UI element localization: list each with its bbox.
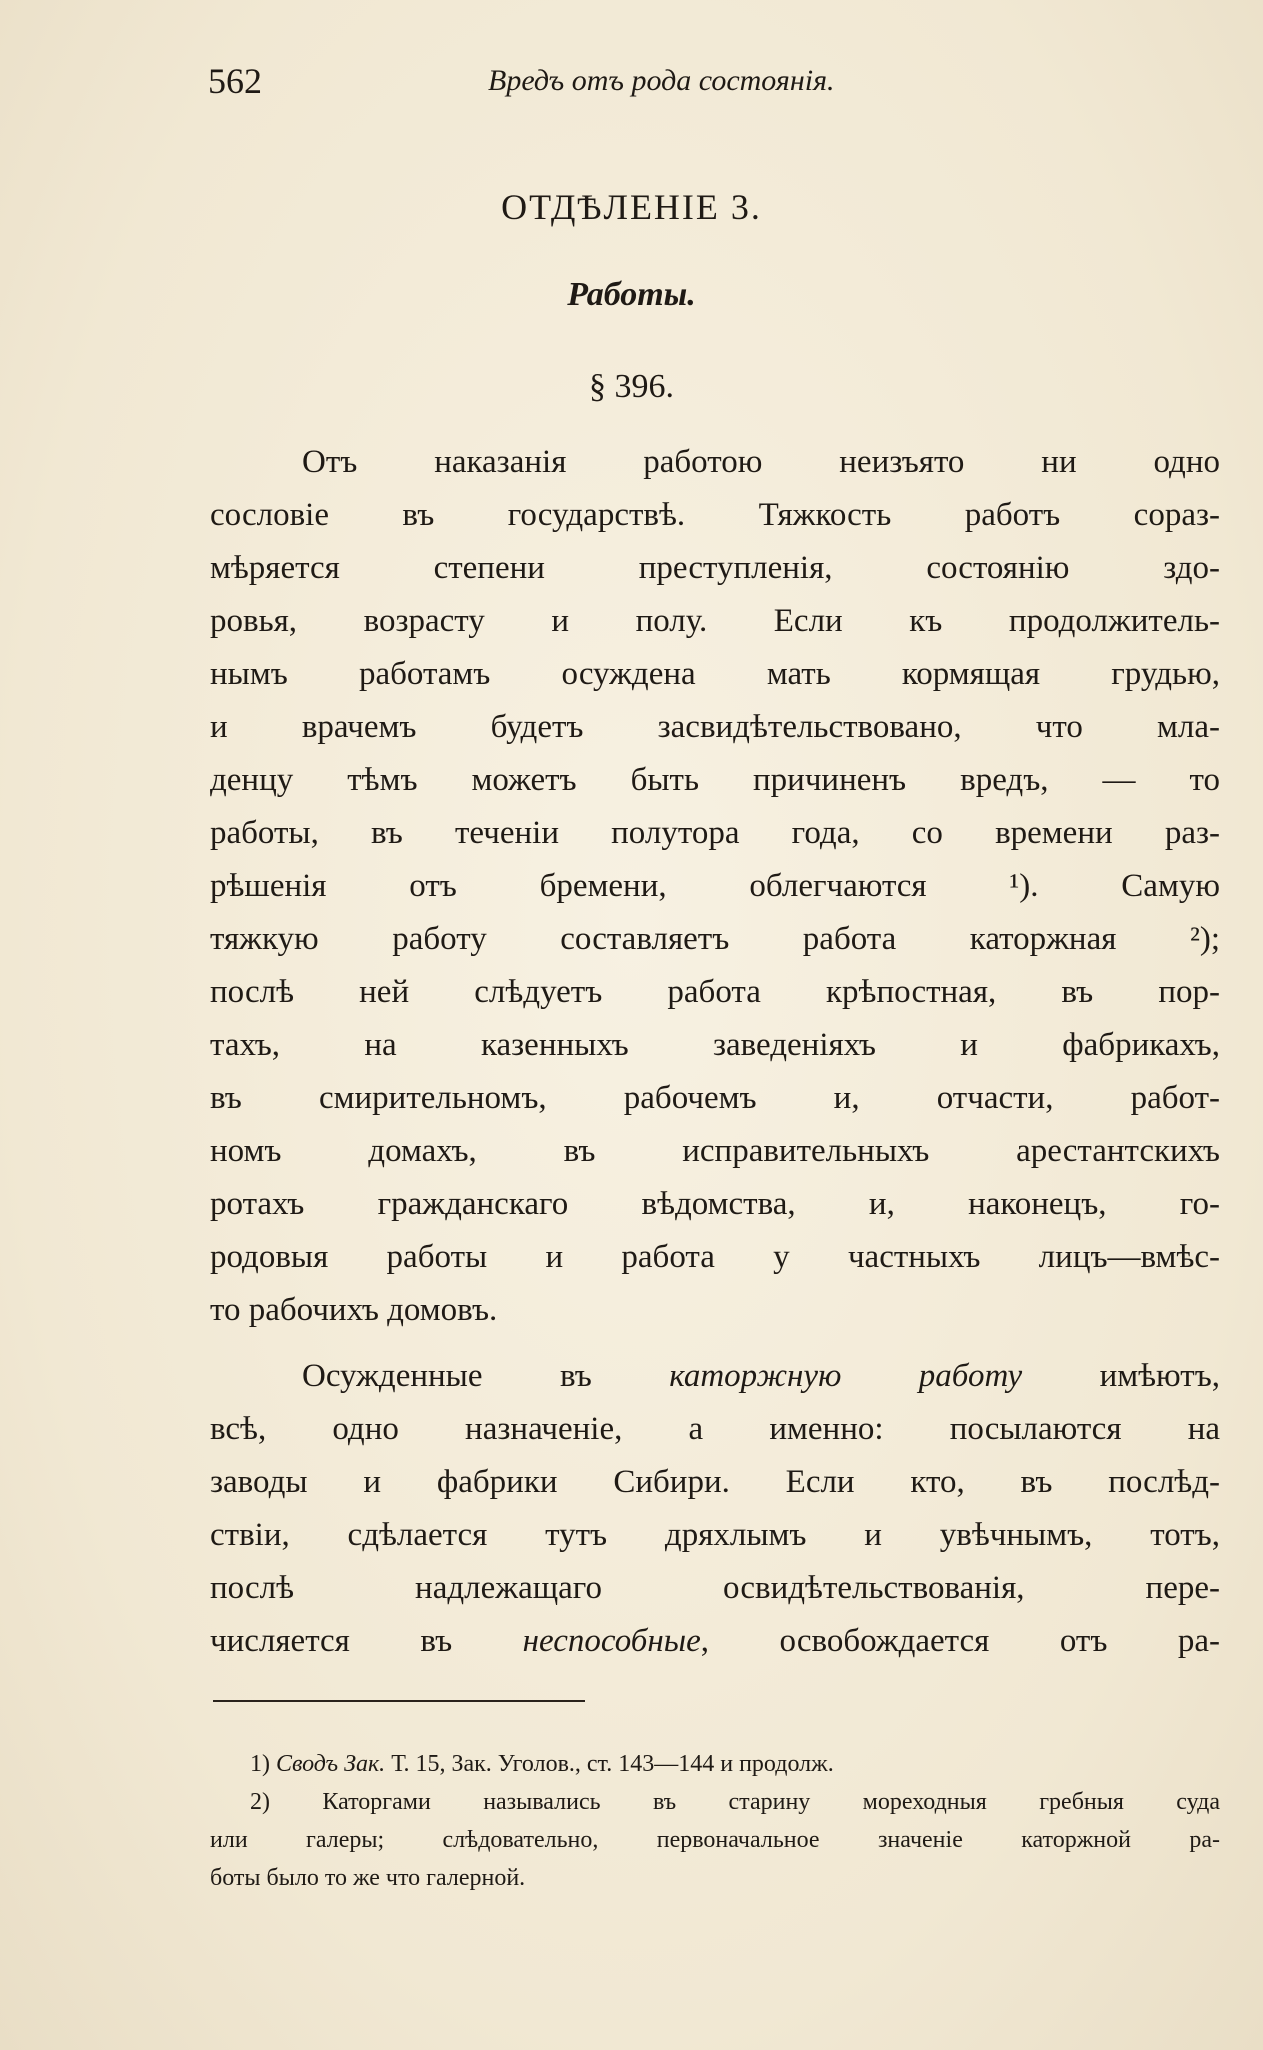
text-line: послѣ надлежащаго освидѣтельствованія, пере- [210, 1570, 1220, 1606]
text-line: нымъ работамъ осуждена мать кормящая грудью, [210, 656, 1220, 692]
text-line: номъ домахъ, въ исправительныхъ арестантскихъ [210, 1133, 1220, 1169]
running-title: Вредъ отъ рода состоянія. [488, 64, 835, 97]
footnote-2-line: или галеры; слѣдовательно, первоначальное значеніе каторжной ра- [210, 1827, 1220, 1853]
text-line: ствіи, сдѣлается тутъ дряхлымъ и увѣчнымъ, тотъ, [210, 1517, 1220, 1553]
text-line [210, 1350, 1220, 1403]
footnote-source: Сводъ Зак. [276, 1751, 386, 1777]
text-line: Отъ наказанія работою неизъято ни одно [302, 444, 1220, 480]
text-line: мѣряется степени преступленія, состоянію здо- [210, 550, 1220, 586]
text-line: ротахъ гражданскаго вѣдомства, и, наконецъ, го- [210, 1186, 1220, 1222]
section-subtitle: Работы. [567, 276, 696, 313]
footnote-2-line: боты было то же что галерной. [210, 1865, 526, 1891]
footnote-marker: 1) [250, 1751, 270, 1777]
text-line: въ смирительномъ, рабочемъ и, отчасти, работ- [210, 1080, 1220, 1116]
footnotes [210, 1745, 1220, 1897]
emphasis-text: неспособные [522, 1623, 701, 1659]
text-line: работы, въ теченіи полутора года, со времени раз- [210, 815, 1220, 851]
text-run: Осужденные въ [302, 1358, 592, 1394]
text-line: послѣ ней слѣдуетъ работа крѣпостная, въ пор- [210, 974, 1220, 1010]
text-line: всѣ, одно назначеніе, а именно: посылаются на [210, 1411, 1220, 1447]
text-line: денцу тѣмъ можетъ быть причиненъ вредъ, — то [210, 762, 1220, 798]
text-line: тяжкую работу составляетъ работа каторжная ²); [210, 921, 1220, 957]
text-line: рѣшенія отъ бремени, облегчаются ¹). Самую [210, 868, 1220, 904]
page-number: 562 [208, 61, 262, 101]
text-run: числяется въ [210, 1623, 453, 1659]
footnote-rule [213, 1700, 585, 1702]
text-line [210, 1615, 1220, 1668]
paragraph-1 [210, 436, 1220, 1337]
text-line: ровья, возрасту и полу. Если къ продолжитель- [210, 603, 1220, 639]
emphasis-text: каторжную работу [669, 1358, 1023, 1394]
text-run: имѣютъ, [1099, 1358, 1221, 1394]
footnote-2-line: 2) Каторгами назывались въ старину мореходныя гребныя суда [250, 1789, 1220, 1815]
text-line: и врачемъ будетъ засвидѣтельствовано, что мла- [210, 709, 1220, 745]
footnote-text: Т. 15, Зак. Уголов., ст. 143—144 и продолж. [391, 1751, 834, 1777]
running-header [208, 60, 928, 120]
text-line: сословіе въ государствѣ. Тяжкость работъ сораз- [210, 497, 1220, 533]
text-line: родовыя работы и работа у частныхъ лицъ—вмѣс- [210, 1239, 1220, 1275]
text-run: , освобождается отъ ра- [700, 1623, 1221, 1659]
footnote-1 [210, 1745, 1220, 1783]
text-line: заводы и фабрики Сибири. Если кто, въ послѣд- [210, 1464, 1220, 1500]
text-line: тахъ, на казенныхъ заведеніяхъ и фабрикахъ, [210, 1027, 1220, 1063]
paragraph-number: § 396. [589, 368, 674, 405]
paragraph-2 [210, 1350, 1220, 1668]
text-line: то рабочихъ домовъ. [210, 1292, 498, 1328]
division-heading: ОТДѢЛЕНІЕ 3. [501, 187, 762, 227]
